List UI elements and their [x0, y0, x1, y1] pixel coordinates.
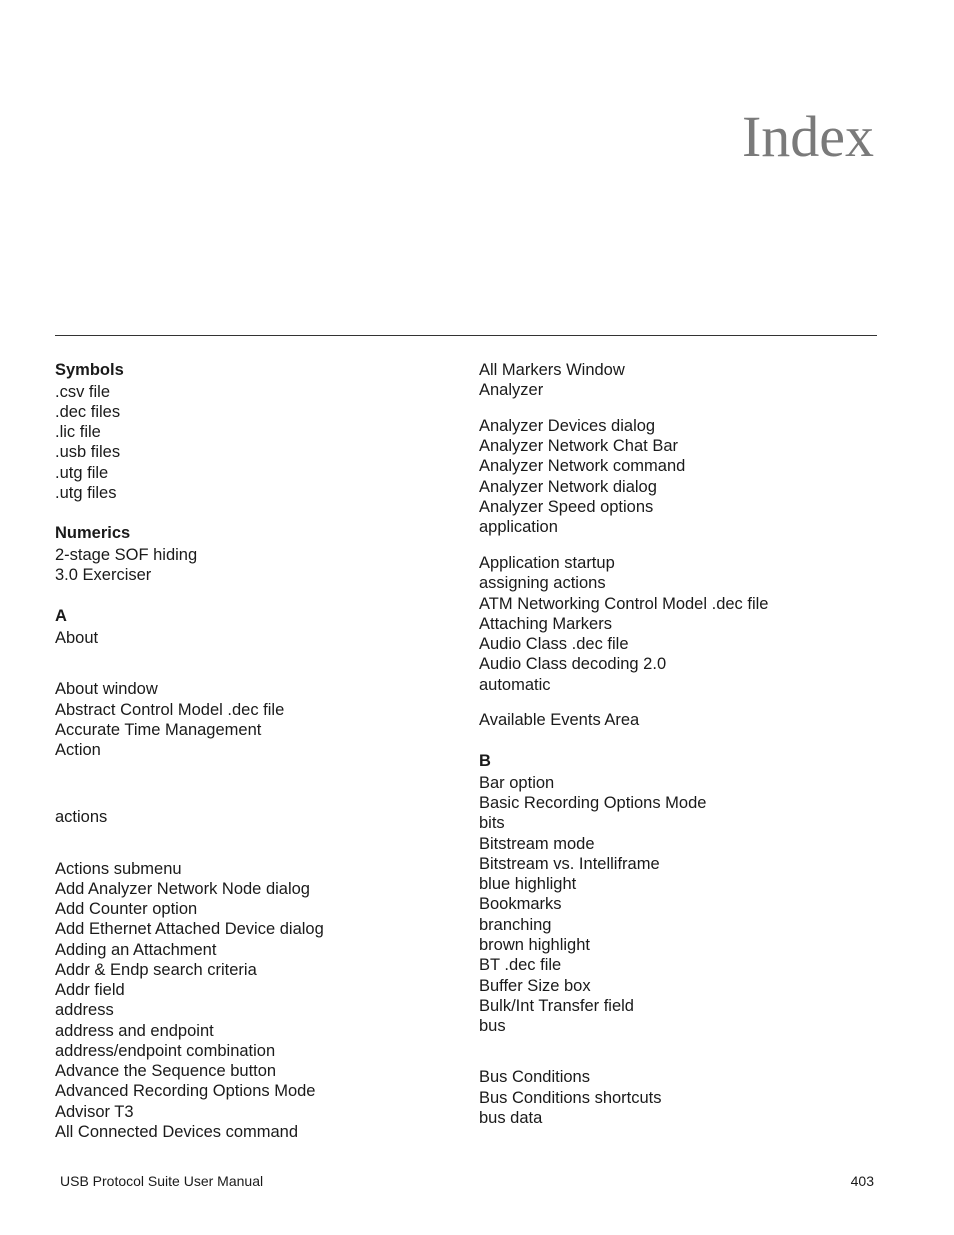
index-entry[interactable]: Basic Recording Options Mode [479, 794, 707, 812]
index-entry[interactable]: Add Counter option [55, 900, 198, 918]
index-entry[interactable]: address and endpoint [55, 1022, 214, 1040]
index-entry[interactable]: Adding an Attachment [55, 941, 217, 959]
index-entry[interactable]: bus data [479, 1109, 543, 1127]
index-entry[interactable]: Bulk/Int Transfer field [479, 997, 634, 1015]
index-entry[interactable]: address [55, 1001, 114, 1019]
index-entry[interactable]: brown highlight [479, 936, 590, 954]
index-entry[interactable]: Advanced Recording Options Mode [55, 1082, 316, 1100]
index-entry[interactable]: About window [55, 680, 158, 698]
footer-page-number: 403 [850, 1173, 874, 1189]
index-entry[interactable]: Accurate Time Management [55, 721, 262, 739]
index-entry[interactable]: Bitstream mode [479, 835, 595, 853]
index-entry[interactable]: 3.0 Exerciser [55, 566, 152, 584]
index-entry[interactable]: .dec files [55, 403, 121, 421]
index-entry[interactable]: Buffer Size box [479, 977, 591, 995]
index-entry[interactable]: Addr & Endp search criteria [55, 961, 257, 979]
index-entry[interactable]: Add Ethernet Attached Device dialog [55, 920, 324, 938]
index-entry[interactable]: Analyzer Network Chat Bar [479, 437, 678, 455]
index-entry[interactable]: Add Analyzer Network Node dialog [55, 880, 310, 898]
index-entry[interactable]: Bookmarks [479, 895, 562, 913]
index-entry[interactable]: assigning actions [479, 574, 606, 592]
index-entry[interactable]: Actions submenu [55, 860, 182, 878]
index-entry[interactable]: BT .dec file [479, 956, 562, 974]
index-entry[interactable]: Audio Class decoding 2.0 [479, 655, 667, 673]
index-entry[interactable]: address/endpoint combination [55, 1042, 276, 1060]
footer-document-title: USB Protocol Suite User Manual [60, 1173, 264, 1189]
index-entry[interactable]: Analyzer Speed options [479, 498, 654, 516]
index-entry[interactable]: .csv file [55, 383, 111, 401]
index-entry[interactable]: Advisor T3 [55, 1103, 134, 1121]
index-entry[interactable]: application [479, 518, 558, 536]
index-entry[interactable]: .lic file [55, 423, 101, 441]
index-entry[interactable]: Application startup [479, 554, 615, 572]
index-entry[interactable]: Addr field [55, 981, 125, 999]
index-entry[interactable]: branching [479, 916, 552, 934]
index-entry[interactable]: bits [479, 814, 505, 832]
index-entry[interactable]: Abstract Control Model .dec file [55, 701, 285, 719]
index-entry[interactable]: Bar option [479, 774, 555, 792]
index-entry[interactable]: All Markers Window [479, 361, 625, 379]
index-entry[interactable]: blue highlight [479, 875, 577, 893]
index-entry[interactable]: About [55, 629, 99, 647]
index-section-heading: Symbols [55, 361, 124, 379]
index-entry[interactable]: .utg files [55, 484, 117, 502]
index-entry[interactable]: Attaching Markers [479, 615, 612, 633]
index-entry[interactable]: .usb files [55, 443, 121, 461]
index-section-heading: A [55, 607, 67, 625]
header-divider [55, 335, 877, 336]
page-title: Index [741, 104, 874, 169]
index-entry[interactable]: Bus Conditions shortcuts [479, 1089, 662, 1107]
index-entry[interactable]: Audio Class .dec file [479, 635, 629, 653]
index-entry[interactable]: Analyzer Devices dialog [479, 417, 656, 435]
index-entry[interactable]: Action [55, 741, 101, 759]
index-entry[interactable]: .utg file [55, 464, 109, 482]
index-section-heading: B [479, 752, 491, 770]
index-entry[interactable]: ATM Networking Control Model .dec file [479, 595, 769, 613]
index-entry[interactable]: Analyzer Network command [479, 457, 686, 475]
index-section-heading: Numerics [55, 524, 131, 542]
index-entry[interactable]: 2-stage SOF hiding [55, 546, 198, 564]
index-entry[interactable]: Advance the Sequence button [55, 1062, 277, 1080]
index-entry[interactable]: Bus Conditions [479, 1068, 590, 1086]
index-entry[interactable]: Analyzer Network dialog [479, 478, 657, 496]
index-entry[interactable]: All Connected Devices command [55, 1123, 299, 1141]
index-entry[interactable]: bus [479, 1017, 506, 1035]
index-entry[interactable]: automatic [479, 676, 551, 694]
index-entry[interactable]: actions [55, 808, 108, 826]
index-entry[interactable]: Analyzer [479, 381, 544, 399]
index-entry[interactable]: Available Events Area [479, 711, 640, 729]
index-entry[interactable]: Bitstream vs. Intelliframe [479, 855, 660, 873]
